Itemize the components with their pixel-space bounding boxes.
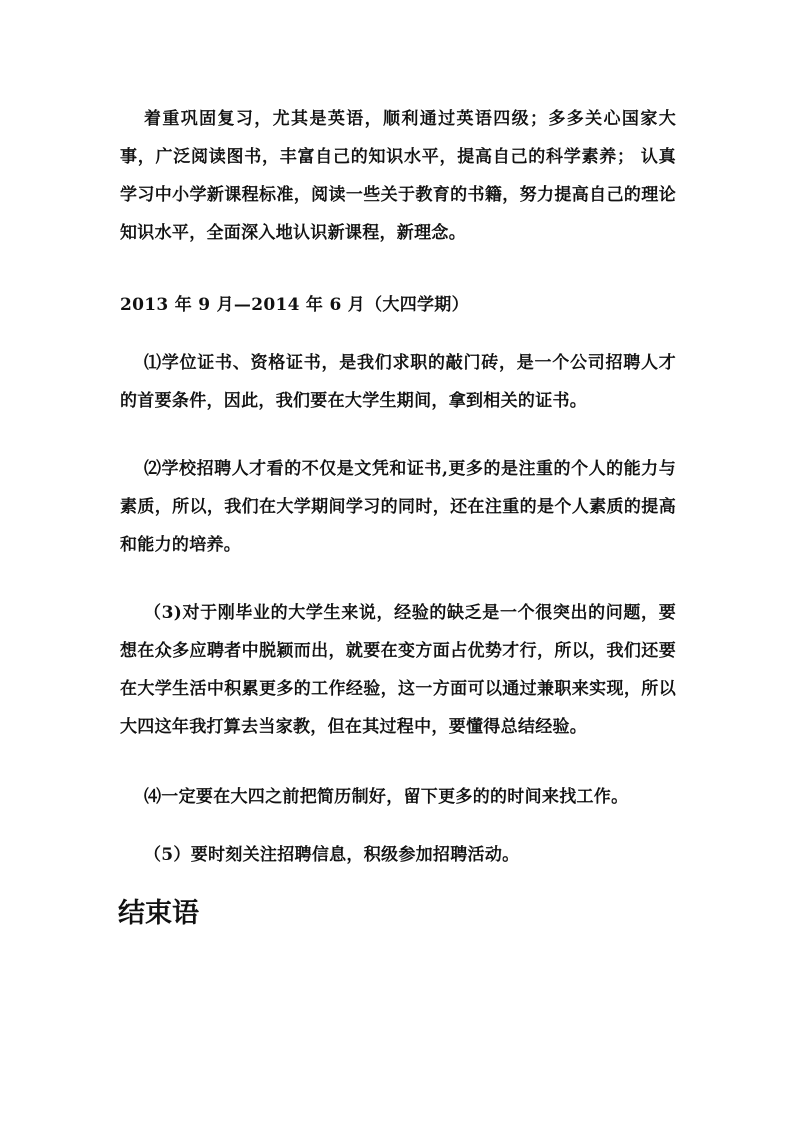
list-item-3: （3)对于刚毕业的大学生来说，经验的缺乏是一个很突出的问题，要想在众多应聘者中脱颖而出，就要在变方面占优势才行，所以，我们还要在大学生活中积累更多的工作经验，这一方面可以通过兼职来实现，所以大四这年我打算去当家教，但在其过程中，要懂得总结经验。 [120, 603, 676, 737]
list-item-1: ⑴学位证书、资格证书，是我们求职的敲门砖，是一个公司招聘人才的首要条件，因此，我们要在大学生期间，拿到相关的证书。 [120, 353, 676, 411]
list-item-5: （5）要时刻关注招聘信息，积级参加招聘活动。 [144, 845, 520, 865]
review-paragraph: 着重巩固复习，尤其是英语，顺利通过英语四级；多多关心国家大事，广泛阅读图书，丰富自己的知识水平，提高自己的科学素养； 认真学习中小学新课程标准，阅读一些关于教育的书籍，努力提高自己的理论知识水平，全面深入地认识新课程，新理念。 [120, 109, 676, 243]
period-line: 2013 年 9 月—2014 年 6 月（大四学期） [120, 295, 469, 315]
section-heading: 结束语 [118, 898, 199, 929]
list-item-4: ⑷一定要在大四之前把简历制好，留下更多的的时间来找工作。 [144, 787, 629, 807]
list-item-2: ⑵学校招聘人才看的不仅是文凭和证书,更多的是注重的个人的能力与素质，所以，我们在大学期间学习的同时，还在注重的是个人素质的提高和能力的培养。 [120, 459, 676, 555]
